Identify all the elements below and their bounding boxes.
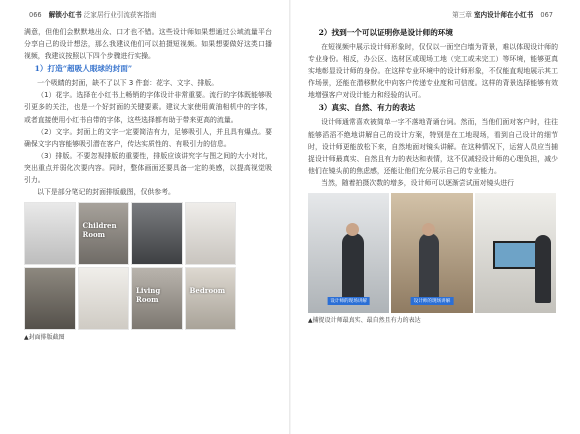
left-intro-paragraph: 满意，但他们会默默地出众、口才也不错。这些设计师如果想通过公域流量平台分享自己的设计想法，那么我建议他们可以拍摄短视频。如果想要做好这类口播视频，我建议按照以下四个步骤进行实操。	[24, 28, 272, 61]
designer-photo-row	[308, 193, 556, 313]
tv-screen	[493, 241, 541, 269]
cover-thumbnail	[24, 267, 76, 330]
designer-photo	[391, 193, 472, 313]
cover-thumbnail	[24, 202, 76, 265]
photo-subtitle-badge: 设计师的现场讲解	[411, 297, 454, 305]
cover-thumbnail	[78, 202, 130, 265]
cover-thumbnail-label: Bedroom	[189, 286, 226, 296]
designer-photo	[308, 193, 389, 313]
right-heading-environment: 2）找到一个可以证明你是设计师的环境	[318, 28, 454, 37]
book-subtitle: 泛家居行业引流获客指南	[83, 11, 157, 19]
book-title: 解锁小红书	[48, 11, 82, 19]
cover-screenshot-grid	[24, 202, 236, 330]
designer-figure	[419, 233, 439, 303]
designer-head	[346, 223, 359, 236]
cover-thumbnail	[185, 267, 237, 330]
left-paragraph: 以下是部分笔记的封面排版截图，仅供参考。	[37, 188, 175, 197]
left-paragraph: 一个吸睛的封面，缺不了以下 3 件套：花字、文字、排版。	[37, 79, 219, 88]
right-running-head	[452, 9, 558, 19]
photo-subtitle-badge: 设计师的现场讲解	[327, 297, 370, 305]
cover-thumbnail	[131, 202, 183, 265]
right-paragraph: 在短视频中展示设计师形象时，仅仅以一面空白墙为背景，难以体现设计师的专业身份。相反，办公区、选材区或现场工地（完工或未完工）等环境，能够更真实地彰显设计师的身份。在这样专业环境中的设计师形象，不仅能直观地展示其工作场景，还能在潜移默化中向客户传递专业度和可信度。这样的背景选择能够有效地增强客户对设计能力和经验的认可。	[308, 43, 558, 100]
cover-thumbnail-label: Living Room	[136, 286, 161, 305]
left-page-number: 066	[29, 11, 42, 19]
designer-figure	[535, 235, 551, 303]
cover-thumbnail	[78, 267, 130, 330]
chapter-number: 第三章	[452, 11, 472, 19]
cover-thumbnail	[131, 267, 183, 330]
cover-thumbnail-label: Children Room	[82, 221, 117, 240]
designer-figure	[342, 233, 364, 303]
chapter-title: 室内设计师在小红书	[473, 11, 534, 19]
right-heading-expression: 3）真实、自然、有力的表达	[318, 103, 416, 113]
left-paragraph: （2）文字。封面上的文字一定要简洁有力，足够吸引人，并且具有爆点。要确保文字内容能够吸引潜在客户，传达实质性的、有吸引力的信息。	[24, 127, 272, 148]
left-figure-caption: ▲封面排版截图	[24, 334, 65, 342]
right-paragraph: 当然，随着拍摄次数的增多，设计师可以逐渐尝试面对镜头进行	[321, 178, 515, 187]
left-paragraph: （1）花字。选择在小红书上畅销的字体设计非常重要。流行的字体既能够吸引更多的关注，也是一个好封面的关键要素。建议大家使用黄油相机中的字体，或者直接使用小红书自带的字体，这些选择都有助于带来更高的流量。	[24, 91, 272, 124]
right-paragraph: 设计师通常喜欢被简单一字不落地背诵台词。然而，当他们面对客户时，往往能够滔滔不绝地讲解自己的设计方案，特别是在工地现场，看到自己设计的细节时，设计师更能放松下来，自然地面对镜头讲解。在这种情况下，运营人员应当捕捉设计师最真实、自然且有力的表达和表情，这不仅减轻设计师的心理负担，减少他们在镜头前的焦虑感，还能让他们充分展示自己的专业能力。	[308, 118, 558, 175]
right-page	[290, 0, 580, 434]
cover-thumbnail	[185, 202, 237, 265]
left-running-head	[24, 9, 156, 19]
left-heading-cover: 1）打造“超吸人眼球的封面”	[34, 64, 133, 74]
right-page-number: 067	[540, 11, 553, 19]
left-paragraph: （3）排版。不要忽视排版的重要性，排版应该讲究字与图之间的大小对比，突出重点并弱化次要内容。同时，整体画面还要具备一定的美感，以提高视觉吸引力。	[24, 151, 272, 185]
designer-photo	[475, 193, 556, 313]
right-figure-caption: ▲捕捉设计师最真实、最自然且有力的表达	[308, 317, 421, 325]
